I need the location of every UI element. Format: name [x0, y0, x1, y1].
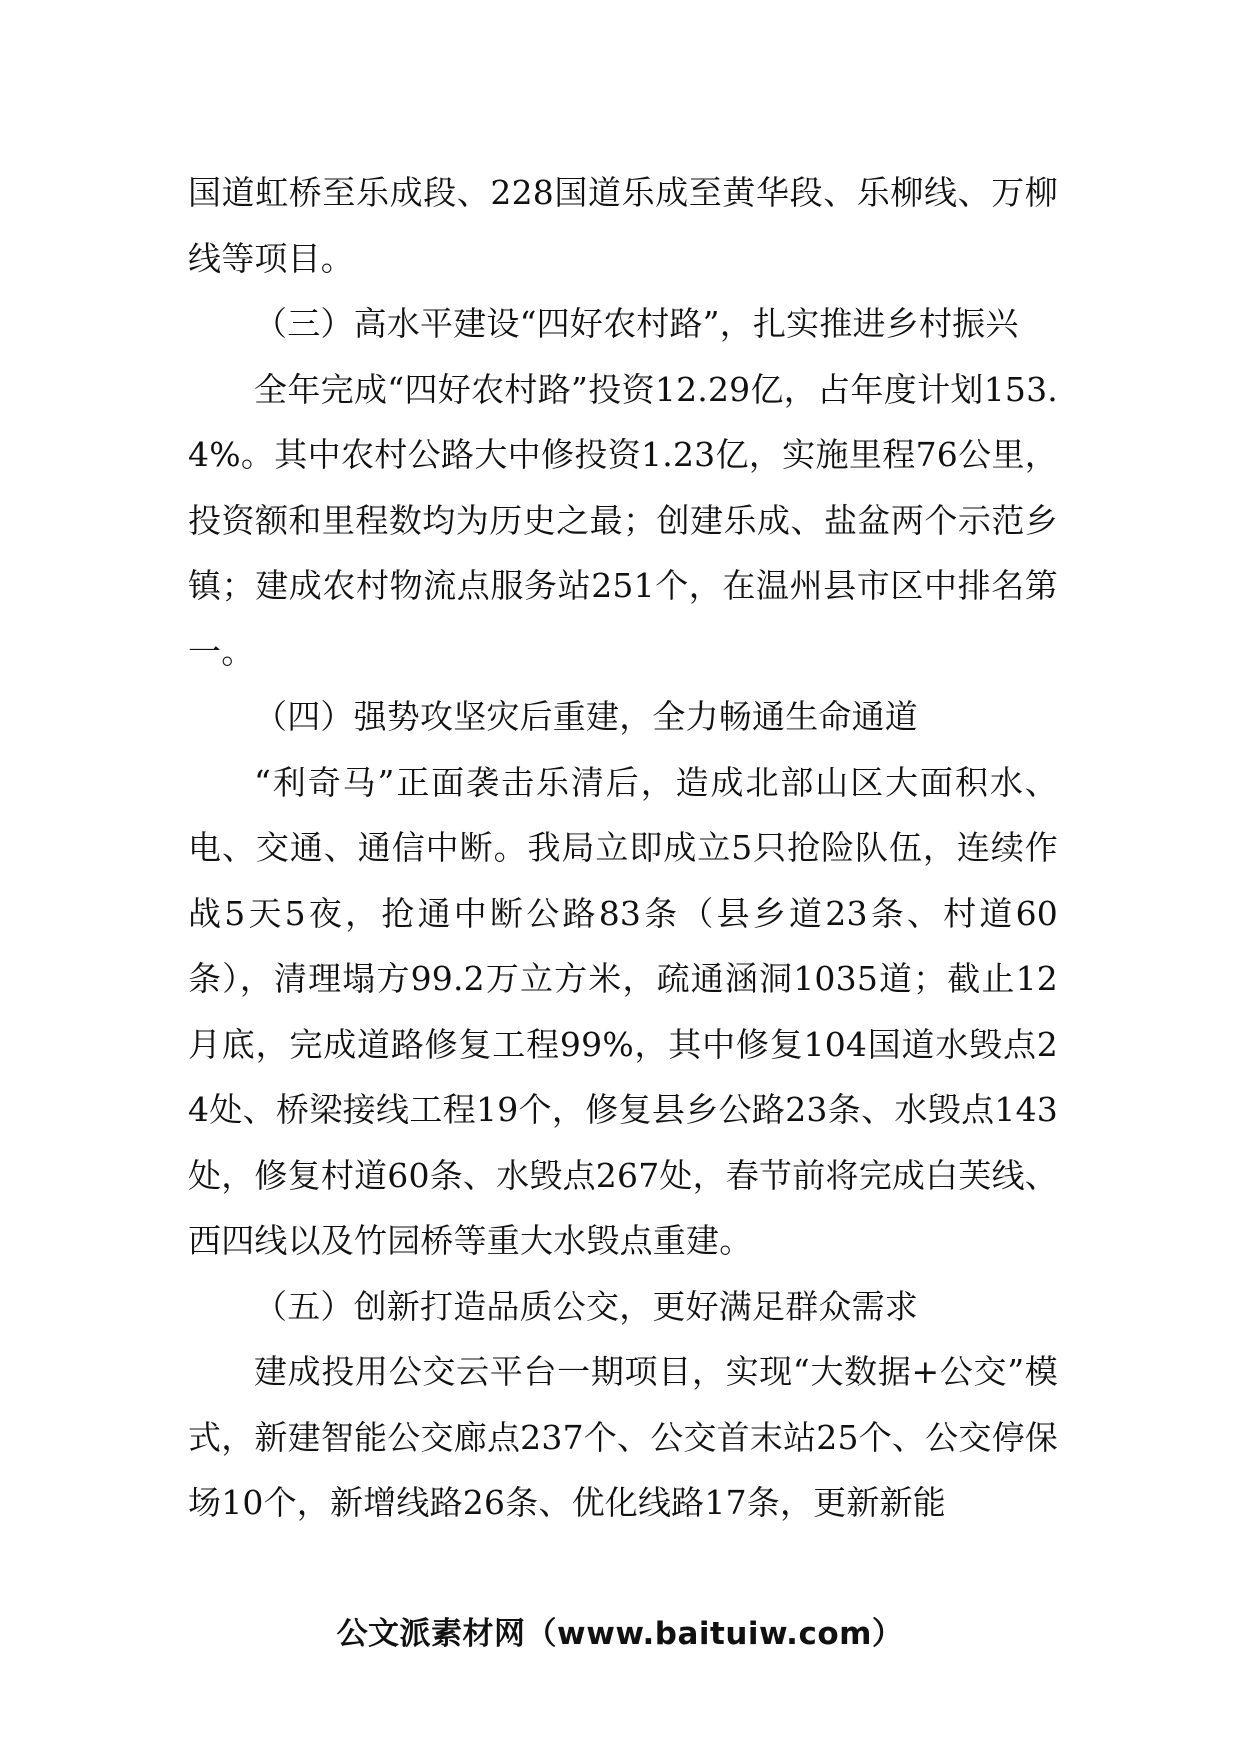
paragraph-rural-roads: 全年完成“四好农村路”投资12.29亿，占年度计划153.4%。其中农村公路大中修投资1.23亿，实施里程76公里，投资额和里程数均为历史之最；创建乐成、盐盆两个示范乡镇；建成农村物流点服务站251个，在温州县市区中排名第一。: [188, 369, 1058, 671]
document-body: [188, 160, 1058, 1536]
footer-watermark: 公文派素材网（www.baituiw.com）: [336, 1616, 904, 1652]
section-heading-4: （四）强势攻坚灾后重建，全力畅通生命通道: [254, 697, 918, 736]
paragraph-public-transit: 建成投用公交云平台一期项目，实现“大数据+公交”模式，新建智能公交廊点237个、公交首末站25个、公交停保场10个，新增线路26条、优化线路17条，更新新能: [188, 1352, 1058, 1522]
section-heading-3: （三）高水平建设“四好农村路”，扎实推进乡村振兴: [254, 304, 1019, 343]
section-heading-5: （五）创新打造品质公交，更好满足群众需求: [254, 1286, 918, 1326]
paragraph-continuation: 国道虹桥至乐成段、228国道乐成至黄华段、乐柳线、万柳线等项目。: [188, 173, 1058, 278]
paragraph-disaster-rebuild: “利奇马”正面袭击乐清后，造成北部山区大面积水、电、交通、通信中断。我局立即成立5只抢险队伍，连续作战5天5夜，抢通中断公路83条（县乡道23条、村道60条），清理塌方99.2万立方米，疏通涵洞1035道；截止12月底，完成道路修复工程99%，其中修复104国道水毁点24处、桥梁接线工程19个，修复县乡公路23条、水毁点143处，修复村道60条、水毁点267处，春节前将完成白芙线、西四线以及竹园桥等重大水毁点重建。: [188, 762, 1058, 1260]
